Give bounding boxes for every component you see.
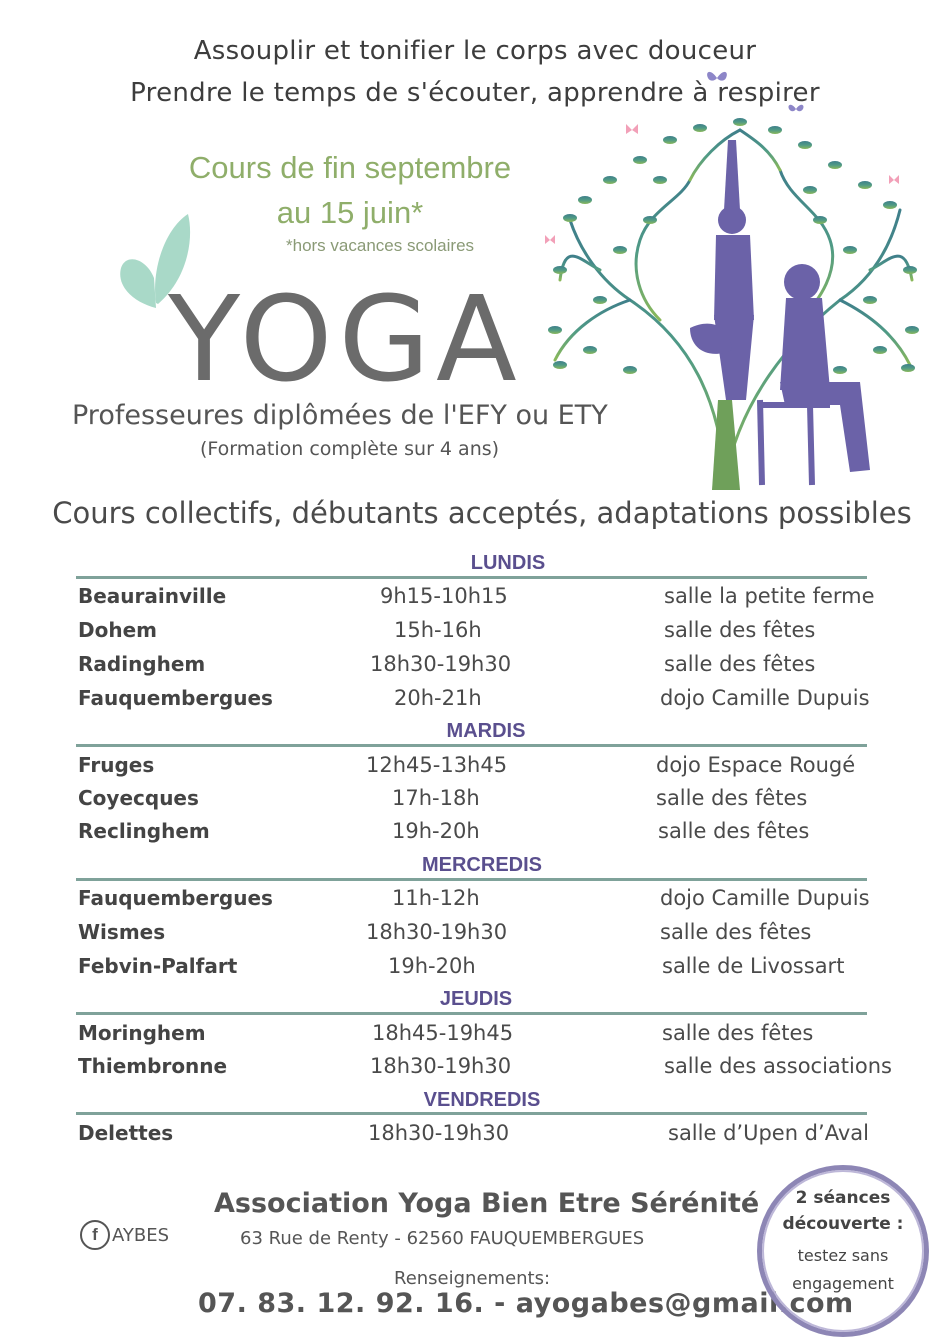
divider: [76, 1012, 867, 1015]
row-place: salle des associations: [664, 1054, 892, 1078]
row-place: salle de Livossart: [662, 954, 845, 978]
row-place: salle d’Upen d’Aval: [668, 1121, 869, 1145]
row-town: Coyecques: [78, 786, 199, 810]
row-time: 18h45-19h45: [372, 1021, 514, 1045]
yoga-title: YOGA: [168, 270, 523, 408]
table-row: [0, 819, 950, 849]
row-place: dojo Camille Dupuis: [660, 886, 870, 910]
row-town: Fauquembergues: [78, 686, 273, 710]
row-town: Radinghem: [78, 652, 206, 676]
row-town: Dohem: [78, 618, 157, 642]
badge-line-4: engagement: [792, 1274, 894, 1293]
table-row: [0, 1021, 950, 1051]
row-place: salle des fêtes: [660, 920, 812, 944]
row-town: Beaurainville: [78, 584, 227, 608]
table-row: [0, 652, 950, 682]
divider: [76, 576, 867, 579]
row-place: dojo Camille Dupuis: [660, 686, 870, 710]
row-town: Fauquembergues: [78, 886, 273, 910]
row-place: salle des fêtes: [664, 618, 816, 642]
row-place: salle la petite ferme: [664, 584, 875, 608]
row-time: 20h-21h: [394, 686, 482, 710]
day-heading-jeudis: JEUDIS: [439, 988, 513, 1010]
row-place: dojo Espace Rougé: [656, 753, 856, 777]
row-place: salle des fêtes: [664, 652, 816, 676]
contact-line[interactable]: 07. 83. 12. 92. 16. - ayogabes@gmail.com: [198, 1288, 854, 1319]
facebook-link[interactable]: [80, 1220, 169, 1250]
table-row: [0, 954, 950, 984]
row-time: 12h45-13h45: [366, 753, 508, 777]
row-time: 19h-20h: [388, 954, 476, 978]
divider: [76, 878, 867, 881]
row-time: 18h30-19h30: [370, 652, 512, 676]
table-row: [0, 584, 950, 614]
table-row: [0, 886, 950, 916]
row-time: 18h30-19h30: [366, 920, 508, 944]
divider: [76, 1112, 867, 1115]
row-town: Wismes: [78, 920, 166, 944]
table-row: [0, 786, 950, 816]
row-time: 9h15-10h15: [380, 584, 508, 608]
formation-line: (Formation complète sur 4 ans): [200, 438, 500, 460]
association-name: Association Yoga Bien Etre Sérénité: [214, 1188, 760, 1219]
day-heading-mercredis: MERCREDIS: [421, 854, 542, 876]
row-time: 18h30-19h30: [370, 1054, 512, 1078]
day-heading-mardis: MARDIS: [446, 720, 526, 742]
table-row: [0, 920, 950, 950]
dates-line-1: Cours de fin septembre: [188, 150, 512, 185]
row-town: Fruges: [78, 753, 155, 777]
facebook-handle: AYBES: [112, 1224, 170, 1246]
table-row: [0, 686, 950, 716]
badge-line-3: testez sans: [797, 1246, 889, 1265]
butterfly-icon: [704, 66, 730, 86]
info-label: Renseignements:: [394, 1268, 551, 1289]
teachers-line: Professeures diplômées de l'EFY ou ETY: [72, 400, 608, 431]
badge-line-2: découverte :: [782, 1214, 904, 1234]
table-row: [0, 753, 950, 783]
day-heading-vendredis: VENDREDIS: [423, 1089, 541, 1111]
row-time: 19h-20h: [392, 819, 480, 843]
dates-line-2: au 15 juin*: [276, 195, 424, 230]
table-row: [0, 1121, 950, 1151]
collectifs-line: Cours collectifs, débutants acceptés, adaptations possibles: [52, 496, 912, 530]
tagline-1: Assouplir et tonifier le corps avec douceur: [193, 36, 757, 66]
row-place: salle des fêtes: [658, 819, 810, 843]
divider: [76, 744, 867, 747]
tagline-2: Prendre le temps de s'écouter, apprendre à respirer: [130, 78, 820, 108]
association-address: 63 Rue de Renty - 62560 FAUQUEMBERGUES: [240, 1228, 645, 1249]
dates-note: *hors vacances scolaires: [286, 236, 475, 255]
badge-line-1: 2 séances: [795, 1188, 891, 1208]
row-town: Reclinghem: [78, 819, 210, 843]
row-town: Delettes: [78, 1121, 174, 1145]
row-place: salle des fêtes: [656, 786, 808, 810]
row-town: Thiembronne: [78, 1054, 228, 1078]
row-place: salle des fêtes: [662, 1021, 814, 1045]
row-time: 11h-12h: [392, 886, 480, 910]
row-town: Moringhem: [78, 1021, 206, 1045]
yoga-tree-illustration: [540, 100, 930, 490]
discovery-badge: [762, 1170, 924, 1332]
day-heading-lundis: LUNDIS: [470, 552, 546, 574]
row-town: Febvin-Palfart: [78, 954, 238, 978]
row-time: 15h-16h: [394, 618, 482, 642]
row-time: 17h-18h: [392, 786, 480, 810]
row-time: 18h30-19h30: [368, 1121, 510, 1145]
table-row: [0, 618, 950, 648]
table-row: [0, 1054, 950, 1084]
facebook-icon: f: [80, 1220, 110, 1250]
